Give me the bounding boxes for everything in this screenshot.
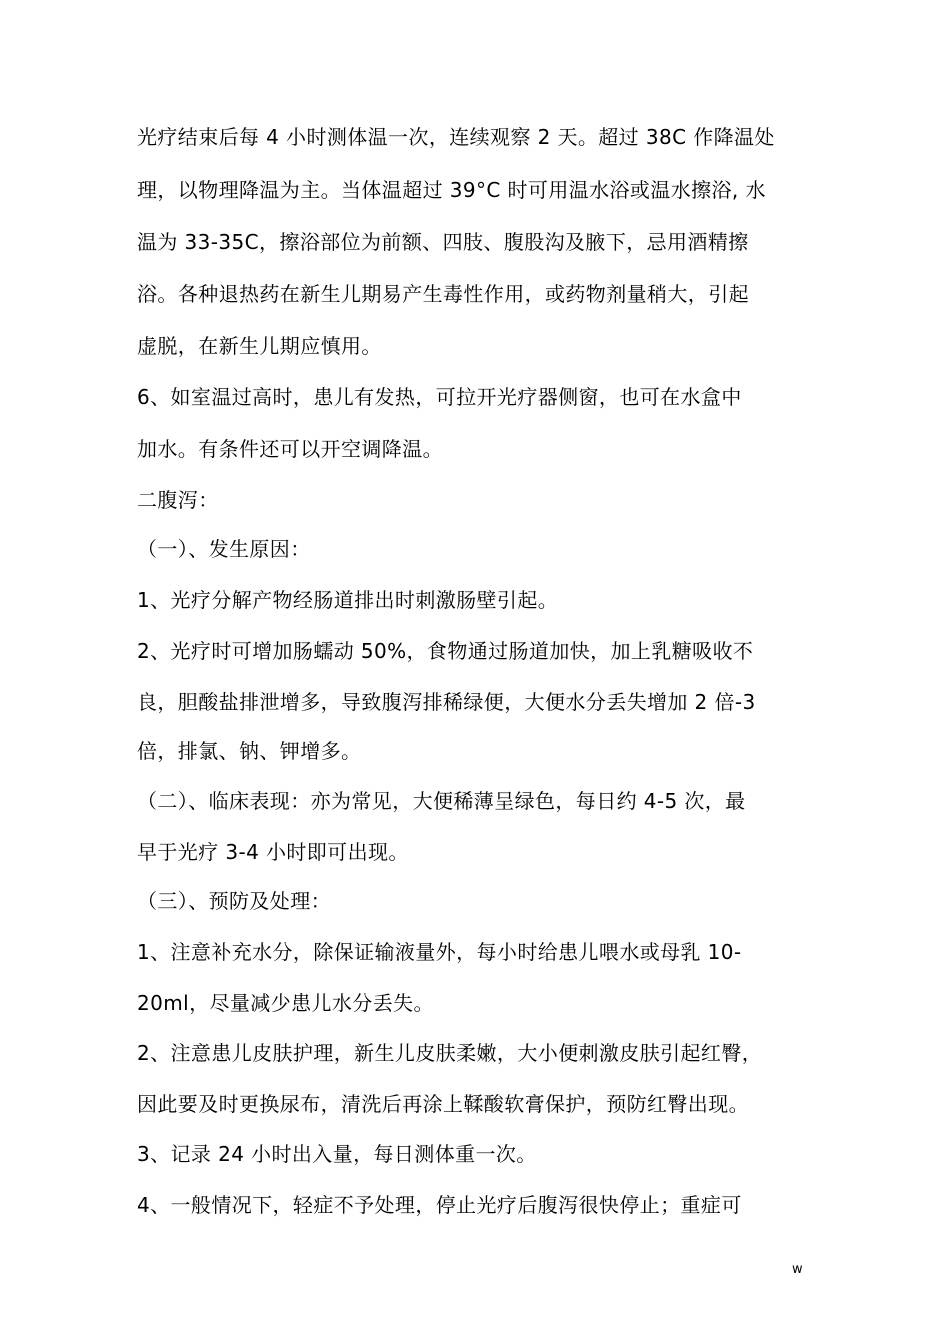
text-line: 理，以物理降温为主。当体温超过 39°C 时可用温水浴或温水擦浴, 水: [137, 178, 766, 202]
text-line: 因此要及时更换尿布，清洗后再涂上鞣酸软膏保护，预防红臀出现。: [137, 1092, 749, 1116]
text-line: 早于光疗 3-4 小时即可出现。: [137, 840, 409, 864]
text-line: 虚脱，在新生儿期应慎用。: [137, 334, 382, 358]
text-line: 良，胆酸盐排泄增多，导致腹泻排稀绿便，大便水分丢失增加 2 倍-3: [137, 690, 756, 714]
text-line: 2、光疗时可增加肠蠕动 50%，食物通过肠道加快，加上乳糖吸收不: [137, 639, 754, 663]
subsection-heading: （一）、发生原因：: [137, 537, 311, 561]
page-footer-mark: w: [792, 1262, 803, 1277]
text-line: 1、光疗分解产物经肠道排出时刺激肠壁引起。: [137, 588, 559, 612]
text-line: 温为 33-35C，擦浴部位为前额、四肢、腹股沟及腋下，忌用酒精擦: [137, 230, 749, 254]
subsection-heading: （二）、临床表现：亦为常见，大便稀薄呈绿色，每日约 4-5 次，最: [137, 789, 746, 813]
section-heading: 二腹泻：: [137, 488, 219, 512]
text-line: 光疗结束后每 4 小时测体温一次，连续观察 2 天。超过 38C 作降温处: [137, 125, 775, 149]
text-line: 1、注意补充水分，除保证输液量外，每小时给患儿喂水或母乳 10-: [137, 940, 742, 964]
subsection-heading: （三）、预防及处理：: [137, 889, 331, 913]
text-line: 3、记录 24 小时出入量，每日测体重一次。: [137, 1142, 537, 1166]
text-line: 6、如室温过高时，患儿有发热，可拉开光疗器侧窗，也可在水盒中: [137, 385, 742, 409]
text-line: 倍，排氯、钠、钾增多。: [137, 739, 362, 763]
text-line: 4、一般情况下，轻症不予处理，停止光疗后腹泻很快停止；重症可: [137, 1193, 742, 1217]
text-line: 2、注意患儿皮肤护理，新生儿皮肤柔嫩，大小便刺激皮肤引起红臀，: [137, 1041, 763, 1065]
text-line: 浴。各种退热药在新生儿期易产生毒性作用，或药物剂量稍大，引起: [137, 282, 749, 306]
text-line: 加水。有条件还可以开空调降温。: [137, 437, 443, 461]
text-line: 20ml，尽量减少患儿水分丢失。: [137, 991, 434, 1015]
